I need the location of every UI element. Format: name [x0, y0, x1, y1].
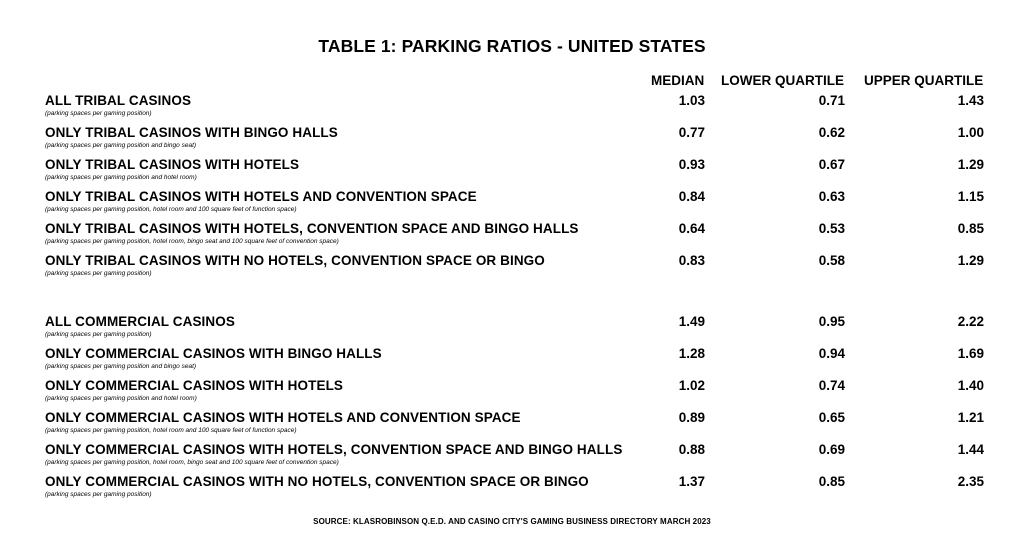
upper-quartile-value: 1.44: [957, 442, 984, 457]
row-name: ONLY COMMERCIAL CASINOS WITH HOTELS, CONVENTION SPACE AND BINGO HALLS: [45, 442, 623, 457]
upper-quartile-value: 1.29: [957, 157, 984, 172]
table-row: [0, 314, 1024, 346]
upper-quartile-value: 2.35: [957, 474, 984, 489]
median-value: 1.03: [678, 93, 705, 108]
lower-quartile-value: 0.71: [818, 93, 845, 108]
row-name: ONLY COMMERCIAL CASINOS WITH HOTELS AND CONVENTION SPACE: [45, 410, 521, 425]
table-row: [0, 253, 1024, 285]
row-note: (parking spaces per gaming position and bingo seat): [45, 363, 197, 370]
row-note: (parking spaces per gaming position): [45, 110, 152, 117]
lower-quartile-value: 0.74: [818, 378, 845, 393]
median-value: 0.83: [678, 253, 705, 268]
upper-quartile-value: 1.29: [957, 253, 984, 268]
median-value: 0.64: [678, 221, 705, 236]
table-row: [0, 93, 1024, 125]
row-name: ONLY TRIBAL CASINOS WITH HOTELS AND CONVENTION SPACE: [45, 189, 477, 204]
row-note: (parking spaces per gaming position): [45, 270, 152, 277]
median-value: 0.84: [678, 189, 705, 204]
table-row: [0, 157, 1024, 189]
row-name: ONLY COMMERCIAL CASINOS WITH NO HOTELS, CONVENTION SPACE OR BINGO: [45, 474, 589, 489]
lower-quartile-value: 0.94: [818, 346, 845, 361]
upper-quartile-value: 2.22: [957, 314, 984, 329]
table-row: [0, 378, 1024, 410]
upper-quartile-value: 1.15: [957, 189, 984, 204]
lower-quartile-value: 0.65: [818, 410, 845, 425]
lower-quartile-value: 0.95: [818, 314, 845, 329]
row-note: (parking spaces per gaming position): [45, 331, 152, 338]
median-value: 1.49: [678, 314, 705, 329]
lower-quartile-value: 0.53: [818, 221, 845, 236]
median-value: 0.89: [678, 410, 705, 425]
row-note: (parking spaces per gaming position and bingo seat): [45, 142, 197, 149]
lower-quartile-value: 0.67: [818, 157, 845, 172]
row-name: ONLY COMMERCIAL CASINOS WITH BINGO HALLS: [45, 346, 382, 361]
upper-quartile-value: 1.43: [957, 93, 984, 108]
table-title: TABLE 1: PARKING RATIOS - UNITED STATES: [318, 36, 706, 56]
row-name: ALL TRIBAL CASINOS: [45, 93, 192, 108]
table-row: [0, 410, 1024, 442]
row-note: (parking spaces per gaming position, hotel room and 100 square feet of function space): [45, 427, 297, 434]
median-value: 0.88: [678, 442, 705, 457]
row-name: ONLY TRIBAL CASINOS WITH HOTELS: [45, 157, 300, 172]
column-header-upper-quartile: UPPER QUARTILE: [864, 73, 984, 88]
table-row: [0, 346, 1024, 378]
column-header-median: MEDIAN: [651, 73, 705, 88]
table-row: [0, 221, 1024, 253]
upper-quartile-value: 1.00: [957, 125, 984, 140]
row-note: (parking spaces per gaming position, hotel room, bingo seat and 100 square feet of convention space): [45, 238, 339, 245]
table-row: [0, 442, 1024, 474]
upper-quartile-value: 1.40: [957, 378, 984, 393]
lower-quartile-value: 0.63: [818, 189, 845, 204]
median-value: 1.02: [678, 378, 705, 393]
row-name: ONLY TRIBAL CASINOS WITH NO HOTELS, CONVENTION SPACE OR BINGO: [45, 253, 545, 268]
table-row: [0, 189, 1024, 221]
row-note: (parking spaces per gaming position and hotel room): [45, 174, 197, 181]
row-note: (parking spaces per gaming position, hotel room, bingo seat and 100 square feet of convention space): [45, 459, 339, 466]
median-value: 0.77: [678, 125, 705, 140]
median-value: 1.37: [678, 474, 705, 489]
lower-quartile-value: 0.85: [818, 474, 845, 489]
median-value: 1.28: [678, 346, 705, 361]
median-value: 0.93: [678, 157, 705, 172]
lower-quartile-value: 0.69: [818, 442, 845, 457]
row-name: ALL COMMERCIAL CASINOS: [45, 314, 235, 329]
table-row: [0, 474, 1024, 506]
row-name: ONLY TRIBAL CASINOS WITH BINGO HALLS: [45, 125, 338, 140]
upper-quartile-value: 1.21: [957, 410, 984, 425]
row-name: ONLY TRIBAL CASINOS WITH HOTELS, CONVENTION SPACE AND BINGO HALLS: [45, 221, 579, 236]
row-note: (parking spaces per gaming position, hotel room and 100 square feet of function space): [45, 206, 297, 213]
table-row: [0, 125, 1024, 157]
lower-quartile-value: 0.62: [818, 125, 845, 140]
row-name: ONLY COMMERCIAL CASINOS WITH HOTELS: [45, 378, 344, 393]
upper-quartile-value: 0.85: [957, 221, 984, 236]
column-header-lower-quartile: LOWER QUARTILE: [721, 73, 844, 88]
row-note: (parking spaces per gaming position and hotel room): [45, 395, 197, 402]
lower-quartile-value: 0.58: [818, 253, 845, 268]
upper-quartile-value: 1.69: [957, 346, 984, 361]
row-note: (parking spaces per gaming position): [45, 491, 152, 498]
source-note: SOURCE: KLASROBINSON Q.E.D. AND CASINO CITY'S GAMING BUSINESS DIRECTORY MARCH 2023: [313, 517, 711, 526]
